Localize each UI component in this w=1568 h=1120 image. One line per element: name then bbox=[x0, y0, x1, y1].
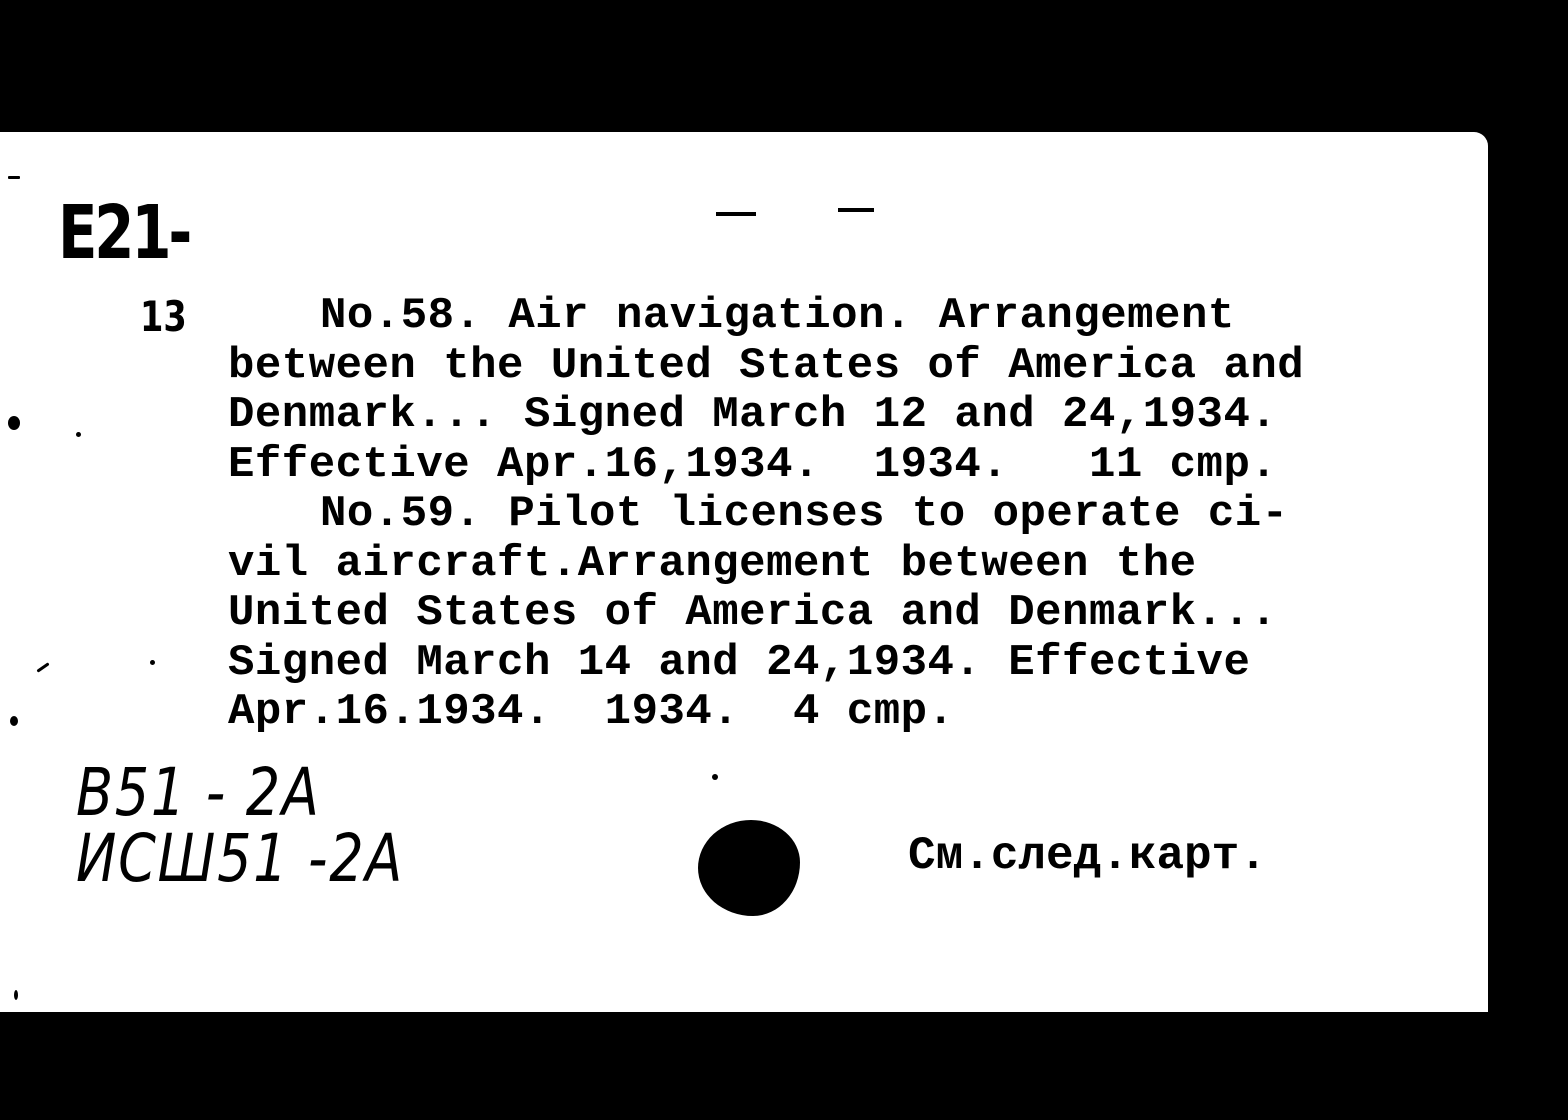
shelf-mark: B51 - 2A bbox=[76, 754, 321, 831]
call-number: E21- bbox=[58, 190, 190, 276]
ink-speck bbox=[150, 660, 155, 665]
entry-line: Signed March 14 and 24,1934. Effective bbox=[228, 637, 1251, 688]
entry-line: Effective Apr.16,1934. 1934. 11 cmp. bbox=[228, 439, 1278, 490]
entry-line: vil aircraft.Arrangement between the bbox=[228, 538, 1197, 589]
call-number-suffix: 13 bbox=[140, 292, 187, 341]
entry-text bbox=[228, 292, 1304, 738]
ink-speck bbox=[712, 774, 718, 780]
entry-line: between the United States of America and bbox=[228, 340, 1305, 391]
entry-line: Apr.16.1934. 1934. 4 cmp. bbox=[228, 687, 955, 737]
catalog-card bbox=[0, 132, 1488, 1012]
handwritten-shelf-marks bbox=[76, 754, 404, 897]
ink-speck bbox=[36, 662, 49, 672]
continuation-note: См.след.карт. bbox=[908, 830, 1267, 882]
entry-line: Denmark... Signed March 12 and 24,1934. bbox=[228, 390, 1278, 440]
ink-speck bbox=[8, 416, 20, 430]
entry-line: No.58. Air navigation. Arrangement bbox=[320, 291, 1235, 341]
top-dash-left bbox=[716, 212, 756, 216]
shelf-mark: ИСШ51 -2A bbox=[76, 820, 404, 897]
punch-hole bbox=[698, 820, 800, 916]
ink-speck bbox=[8, 176, 20, 179]
entry-line: United States of America and Denmark... bbox=[228, 588, 1278, 638]
ink-speck bbox=[10, 716, 18, 726]
entry-line: No.59. Pilot licenses to operate ci- bbox=[320, 489, 1289, 539]
top-dash-right bbox=[838, 208, 874, 212]
ink-speck bbox=[14, 990, 18, 1000]
ink-speck bbox=[76, 432, 81, 437]
